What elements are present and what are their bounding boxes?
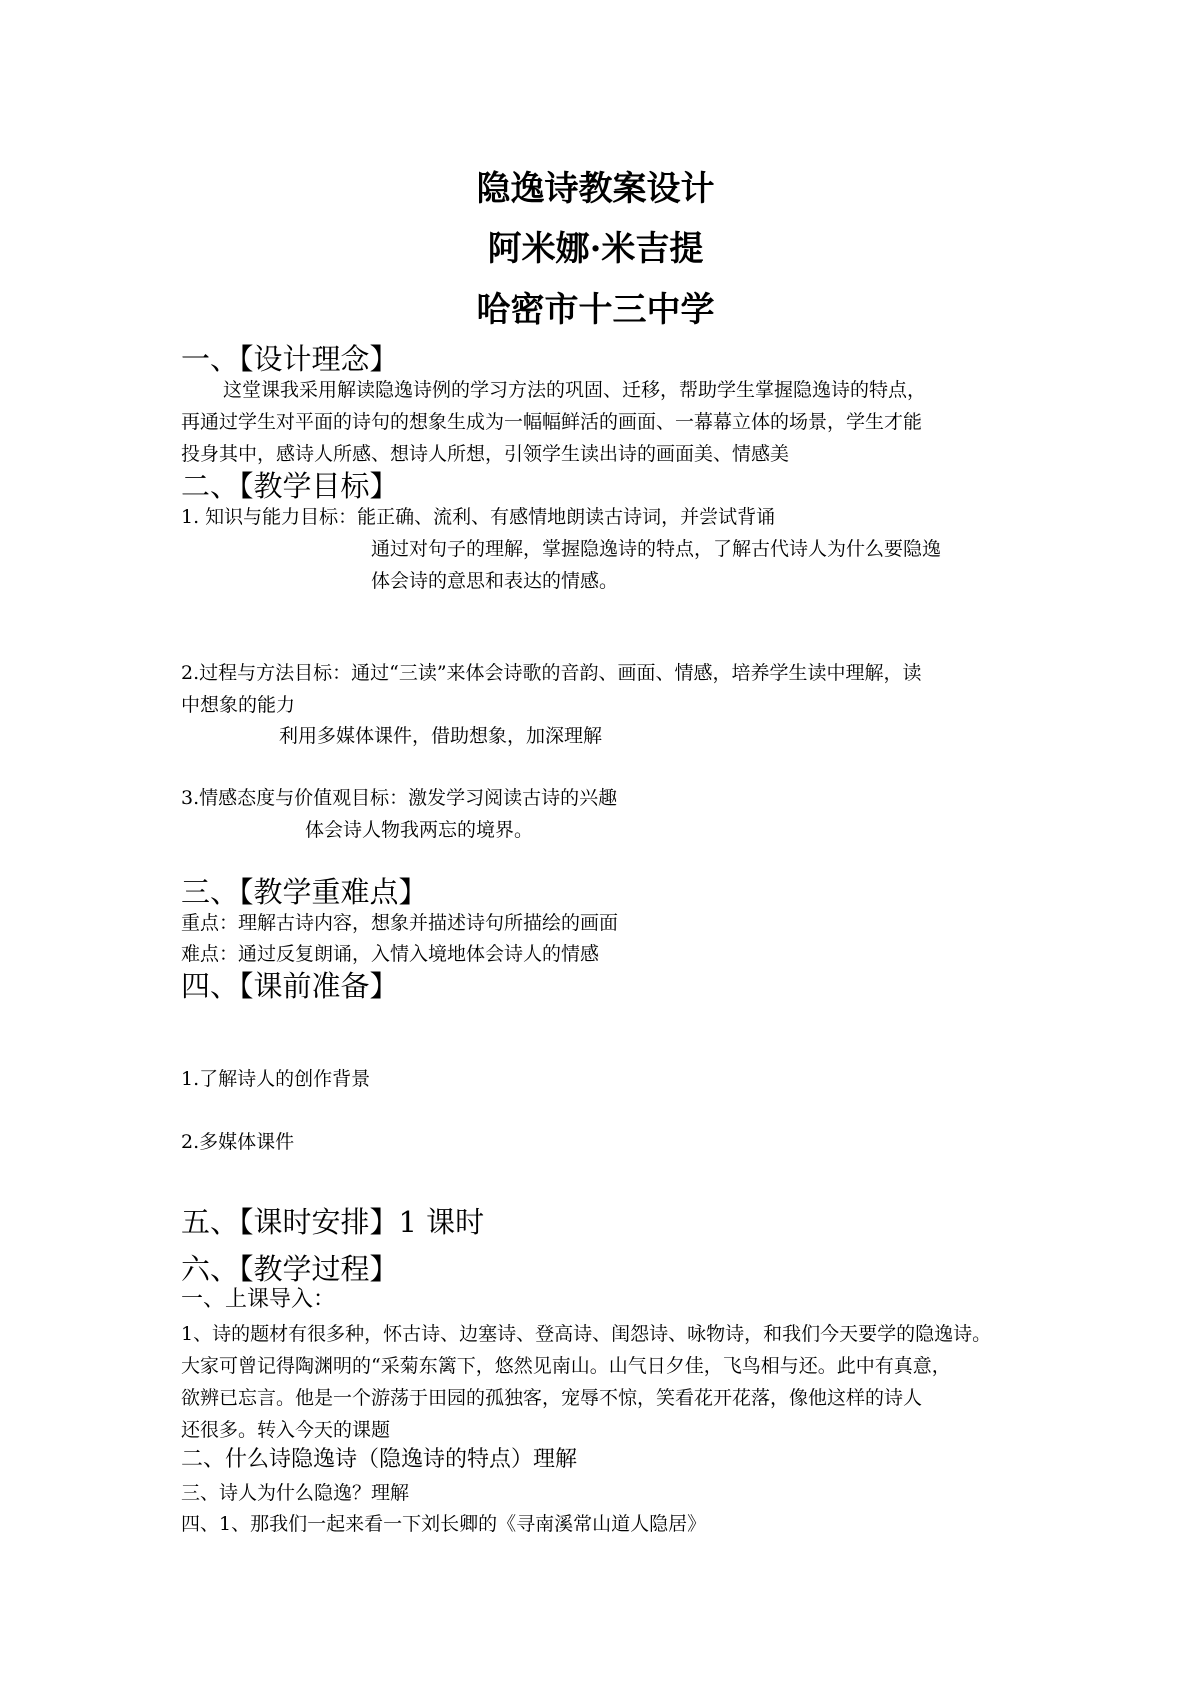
process-paragraph-line: 还很多。转入今天的课题 — [181, 1419, 391, 1441]
section-heading-teaching-process: 六、【教学过程】 — [181, 1252, 399, 1286]
section-heading-teaching-goals: 二、【教学目标】 — [181, 469, 399, 503]
process-paragraph-line: 欲辨已忘言。他是一个游荡于田园的孤独客，宠辱不惊，笑看花开花落，像他这样的诗人 — [181, 1387, 923, 1409]
goal-line: 利用多媒体课件，借助想象，加深理解 — [279, 725, 603, 747]
author-name: 阿米娜·米吉提 — [487, 229, 704, 269]
process-paragraph-line: 1、诗的题材有很多种，怀古诗、边塞诗、登高诗、闺怨诗、咏物诗，和我们今天要学的隐逸诗。 — [181, 1323, 992, 1345]
goal-line: 1. 知识与能力目标：能正确、流利、有感情地朗读古诗词，并尝试背诵 — [181, 506, 776, 528]
goal-line: 2.过程与方法目标：通过“三读”来体会诗歌的音韵、画面、情感，培养学生读中理解，读 — [181, 662, 922, 684]
section-heading-schedule: 五、【课时安排】1 课时 — [181, 1205, 485, 1239]
goal-line: 中想象的能力 — [181, 694, 296, 716]
paragraph-line: 再通过学生对平面的诗句的想象生成为一幅幅鲜活的画面、一幕幕立体的场景，学生才能 — [181, 411, 923, 433]
goal-line: 3.情感态度与价值观目标：激发学习阅读古诗的兴趣 — [181, 787, 618, 809]
key-point-line: 重点：理解古诗内容，想象并描述诗句所描绘的画面 — [181, 912, 619, 934]
key-point-line: 难点：通过反复朗诵，入情入境地体会诗人的情感 — [181, 943, 600, 965]
goal-line: 体会诗的意思和表达的情感。 — [371, 570, 619, 592]
goal-line: 体会诗人物我两忘的境界。 — [305, 819, 534, 841]
section-heading-key-points: 三、【教学重难点】 — [181, 875, 428, 909]
preparation-item: 2.多媒体课件 — [181, 1131, 295, 1153]
process-subheading: 二、什么诗隐逸诗（隐逸诗的特点）理解 — [181, 1447, 578, 1472]
preparation-item: 1.了解诗人的创作背景 — [181, 1068, 371, 1090]
section-heading-design-concept: 一、【设计理念】 — [181, 342, 399, 376]
paragraph-line: 这堂课我采用解读隐逸诗例的学习方法的巩固、迁移，帮助学生掌握隐逸诗的特点， — [223, 379, 927, 401]
school-name: 哈密市十三中学 — [476, 290, 715, 330]
document-title: 隐逸诗教案设计 — [476, 169, 715, 209]
process-subheading: 四、1、那我们一起来看一下刘长卿的《寻南溪常山道人隐居》 — [181, 1513, 707, 1535]
process-paragraph-line: 大家可曾记得陶渊明的“采菊东篱下，悠然见南山。山气日夕佳，飞鸟相与还。此中有真意， — [181, 1355, 951, 1377]
process-subheading: 一、上课导入： — [181, 1287, 336, 1312]
process-subheading: 三、诗人为什么隐逸？理解 — [181, 1482, 410, 1504]
goal-line: 通过对句子的理解，掌握隐逸诗的特点，了解古代诗人为什么要隐逸 — [371, 538, 942, 560]
paragraph-line: 投身其中，感诗人所感、想诗人所想，引领学生读出诗的画面美、情感美 — [181, 443, 790, 465]
section-heading-preparation: 四、【课前准备】 — [181, 969, 399, 1003]
